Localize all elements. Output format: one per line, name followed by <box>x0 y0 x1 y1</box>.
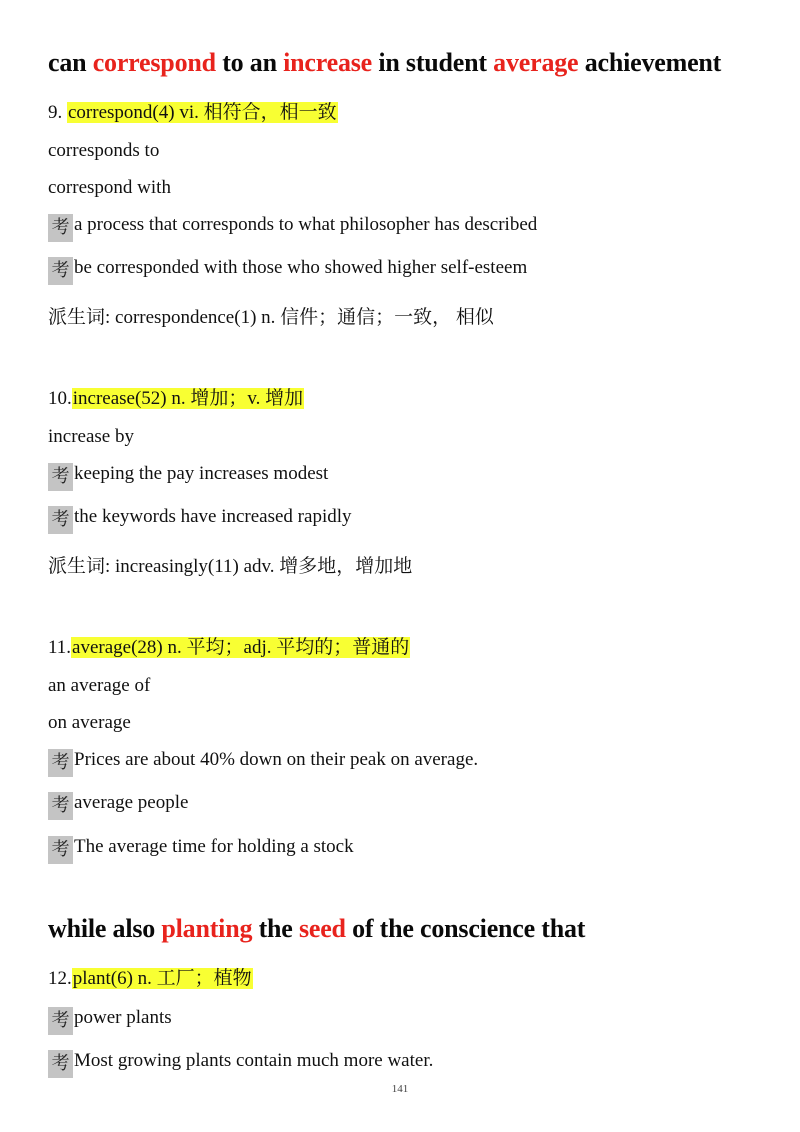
exam-example <box>48 1007 172 1035</box>
example-text: keeping the pay increases modest <box>74 463 329 484</box>
kao-badge: 考 <box>48 792 73 820</box>
page-number: 141 <box>391 1083 409 1095</box>
entry-number: 12. <box>48 968 72 989</box>
entry-headword-highlight: plant(6) n. 工厂；植物 <box>72 968 252 989</box>
example-text: average people <box>74 792 189 813</box>
heading-part: of the conscience that <box>345 914 586 943</box>
heading-part: achievement <box>578 48 722 77</box>
heading-part: while also <box>48 914 162 943</box>
entry-heading-12 <box>48 963 253 990</box>
entry-headword-highlight: correspond(4) vi. 相符合，相一致 <box>68 102 337 123</box>
heading-part: can <box>48 48 93 77</box>
kao-badge: 考 <box>48 1050 73 1078</box>
phrase: an average of <box>48 675 151 696</box>
kao-badge: 考 <box>48 506 73 534</box>
entry-number: 9. <box>48 102 67 123</box>
entry-heading-11 <box>48 632 410 659</box>
heading-keyword: seed <box>298 914 346 943</box>
example-text: the keywords have increased rapidly <box>74 506 352 527</box>
entry-heading-9 <box>48 97 338 124</box>
heading-keyword: planting <box>161 914 253 943</box>
phrase: on average <box>48 712 131 733</box>
exam-example <box>48 836 354 864</box>
section-heading-2 <box>48 914 585 944</box>
exam-example <box>48 749 478 777</box>
example-text: a process that corresponds to what philosopher has described <box>74 214 538 235</box>
entry-heading-10 <box>48 383 304 410</box>
example-text: The average time for holding a stock <box>74 836 354 857</box>
heading-keyword: average <box>493 48 579 77</box>
exam-example <box>48 792 188 820</box>
example-text: Prices are about 40% down on their peak on average. <box>74 749 479 770</box>
phrase: correspond with <box>48 177 171 198</box>
exam-example <box>48 1050 433 1078</box>
phrase: increase by <box>48 426 134 447</box>
derived-word: 派生词: correspondence(1) n. 信件；通信；一致， 相似 <box>48 307 494 328</box>
example-text: Most growing plants contain much more water. <box>74 1050 434 1071</box>
entry-number: 11. <box>48 637 72 658</box>
kao-badge: 考 <box>48 1007 73 1035</box>
exam-example <box>48 214 537 242</box>
exam-example <box>48 463 328 491</box>
kao-badge: 考 <box>48 836 73 864</box>
heading-part: to an <box>215 48 284 77</box>
example-text: power plants <box>74 1007 172 1028</box>
kao-badge: 考 <box>48 749 73 777</box>
kao-badge: 考 <box>48 257 73 285</box>
kao-badge: 考 <box>48 214 73 242</box>
heading-keyword: increase <box>283 48 373 77</box>
heading-part: in student <box>372 48 494 77</box>
phrase: corresponds to <box>48 140 160 161</box>
section-heading-1 <box>48 48 721 78</box>
kao-badge: 考 <box>48 463 73 491</box>
heading-part: the <box>252 914 299 943</box>
derived-word: 派生词: increasingly(11) adv. 增多地，增加地 <box>48 556 413 577</box>
example-text: be corresponded with those who showed higher self-esteem <box>74 257 528 278</box>
exam-example <box>48 506 352 534</box>
entry-headword-highlight: average(28) n. 平均；adj. 平均的；普通的 <box>72 637 410 658</box>
entry-number: 10. <box>48 388 72 409</box>
exam-example <box>48 257 527 285</box>
heading-keyword: correspond <box>92 48 216 77</box>
entry-headword-highlight: increase(52) n. 增加；v. 增加 <box>72 388 304 409</box>
